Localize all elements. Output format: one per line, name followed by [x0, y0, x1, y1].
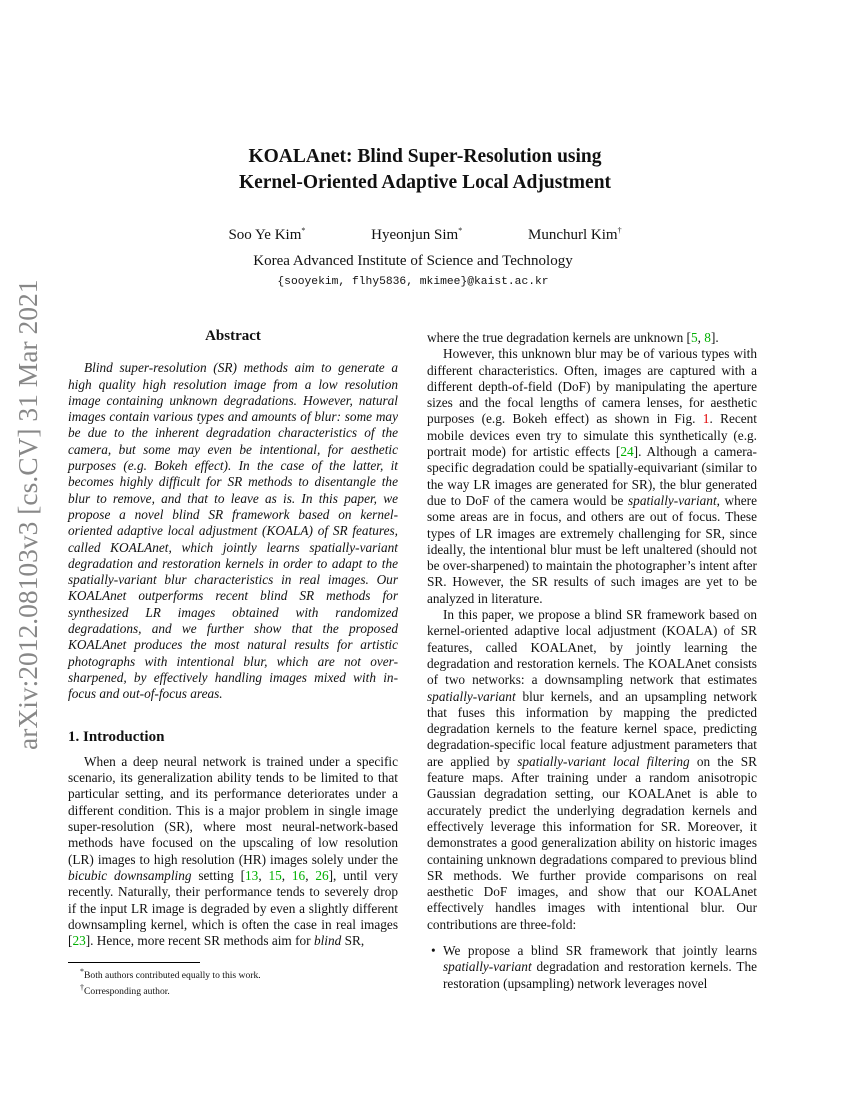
intro-paragraph — [427, 346, 757, 607]
citation-link[interactable]: 15 — [268, 867, 282, 883]
contributions-list — [427, 943, 757, 992]
author — [371, 226, 462, 244]
title-line-1: KOALAnet: Blind Super-Resolution using — [248, 146, 602, 167]
author-name: Hyeonjun Sim — [371, 227, 459, 243]
text-run: In this paper, we propose a blind SR framework based on kernel-oriented adaptive local adjustment (KOALA) of SR features, called KOALAnet, by jointly learning the degradation and restoration kernels. The KOALAnet consists of two networks: a downsampling network that estimates — [427, 607, 757, 688]
text-run: ]. Hence, more recent SR methods aim for — [85, 933, 314, 949]
footnote — [68, 966, 398, 982]
text-run: ]. — [710, 330, 719, 345]
footnote-text: Corresponding author. — [84, 986, 170, 998]
citation-link[interactable]: 5 — [690, 330, 698, 345]
text-run: When a deep neural network is trained under a specific scenario, its generalization ability tends to be limited to that particular setting, and its performance deteriorates under a different condition. This is a major problem in single image super-resolution (SR), where most neural-network-based methods have focused on the upscaling of low resolution (LR) images to high resolution (HR) images solely under the — [68, 753, 398, 867]
author-mark: † — [617, 226, 622, 235]
text-run: spatially-variant local filtering — [517, 753, 690, 769]
arxiv-sidebar-stamp: arXiv:2012.08103v3 [cs.CV] 31 Mar 2021 — [12, 279, 43, 750]
text-run: However, this unknown blur may be of various types with different characteristics. Often, images are captured with a different depth-of-field (DoF) by manipulating the aperture sizes and the focal lengths of camera lenses, for aesthetic purposes (e.g. Bokeh effect) as shown in Fig. — [427, 346, 757, 427]
footnotes — [68, 962, 398, 998]
author-list — [0, 226, 850, 244]
text-run: ], until very recently. Naturally, their performance tends to severely drop if the input LR image is degraded by even a slightly different downsampling kernel, which is often the case in real images [ — [68, 867, 398, 949]
author — [528, 226, 622, 244]
text-run: spatially-variant — [443, 959, 532, 975]
text-run: blind — [313, 933, 342, 949]
intro-paragraph-continued — [427, 330, 757, 346]
author-mark: * — [458, 226, 463, 235]
contribution-item — [443, 943, 757, 992]
abstract-section — [68, 328, 398, 703]
author-name: Soo Ye Kim — [228, 227, 302, 243]
text-run: ]. Although a camera-specific degradation could be spatially-equivariant (similar to the way LR images are generated for SR), the blur generated due to DoF of the camera would be — [427, 444, 757, 508]
citation-link[interactable]: 13 — [245, 867, 259, 883]
author-emails: {sooyekim, flhy5836, mkimee}@kaist.ac.kr — [277, 276, 549, 288]
citation-link[interactable]: 16 — [291, 867, 306, 883]
text-run: where the true degradation kernels are unknown [ — [427, 330, 691, 345]
footnote-rule — [68, 962, 200, 963]
footnote — [68, 982, 398, 998]
intro-heading: 1. Introduction — [68, 728, 165, 745]
text-run: SR, — [341, 933, 365, 949]
text-run: degradation and restoration kernels. The restoration (upsampling) network leverages novel — [443, 959, 757, 991]
text-run: on the SR feature maps. After training under a random anisotropic Gaussian degradation setting, our KOALAnet is able to accurately predict the underlying degradation kernels and effectively leverage this information for SR. Moreover, it demonstrates a good generalization ability on historic images containing unknown degradations compared to previous blind SR methods. We further provide comparisons on real aesthetic DoF images, and show that our KOALAnet effectively handles images with intentional blur. Our contributions are three-fold: — [427, 753, 758, 932]
text-run: blur kernels, and an upsampling network that fuses this information by mapping the predicted degradation kernels to the feature kernel space, predicting degradation-specific local feature adjustment parameters that are applied by — [427, 688, 757, 769]
abstract-heading: Abstract — [205, 328, 261, 344]
right-column — [427, 330, 757, 992]
text-run: , — [281, 867, 292, 883]
footnote-mark: † — [80, 983, 84, 993]
citation-link[interactable]: 23 — [72, 933, 86, 949]
affiliation: Korea Advanced Institute of Science and Technology — [253, 253, 573, 269]
left-column — [68, 328, 398, 949]
text-run: , — [697, 330, 705, 345]
footnote-text: Both authors contributed equally to this work. — [84, 970, 261, 982]
text-run: setting [ — [191, 867, 246, 883]
intro-paragraph — [427, 607, 757, 933]
text-run: spatially-variant — [628, 492, 717, 508]
author-mark: * — [301, 226, 306, 235]
figure-ref-link[interactable]: 1 — [702, 411, 710, 427]
title-line-2: Kernel-Oriented Adaptive Local Adjustment — [238, 172, 612, 193]
text-run: , — [305, 867, 316, 883]
paper-title — [0, 144, 850, 196]
intro-paragraph — [68, 754, 398, 950]
text-run: , — [258, 867, 269, 883]
citation-link[interactable]: 8 — [704, 330, 711, 345]
author-name: Munchurl Kim — [527, 227, 618, 243]
citation-link[interactable]: 26 — [315, 867, 329, 883]
text-run: bicubic downsampling — [68, 867, 192, 883]
footnote-mark: * — [80, 967, 84, 976]
citation-link[interactable]: 24 — [620, 444, 634, 460]
text-run: We propose a blind SR framework that jointly learns — [443, 942, 757, 958]
text-run: . Recent mobile devices even try to simulate this synthetically (e.g. portrait mode) for artistic effects [ — [427, 411, 757, 460]
author — [228, 226, 305, 244]
text-run: spatially-variant — [427, 688, 516, 704]
text-run: , where some areas are in focus, and others are out of focus. These types of LR images are extremely challenging for SR, since ideally, the intentional blur must be left unaltered (should not be over-sharpened) to maintain the photographer’s intent after SR. However, the SR results of such images are yet to be analyzed in literature. — [427, 492, 757, 606]
abstract-text: Blind super-resolution (SR) methods aim to generate a high quality high resolution image from a low resolution image containing unknown degradations. However, natural images contain various types and amounts of blur: some may be due to the inherent degradation characteristics of the camera, but some may even be intentional, for aesthetic purposes (e.g. Bokeh effect). In the case of the latter, it becomes highly difficult for SR methods to disentangle the blur to remove, and that to leave as is. In this paper, we propose a novel blind SR framework based on kernel-oriented adaptive local adjustment (KOALA) of SR features, called KOALAnet, which jointly learns spatially-variant degradation and restoration kernels in order to adapt to the spatially-variant blur characteristics in real images. Our KOALAnet outperforms recent blind SR methods for synthesized LR images obtained with randomized degradations, and we further show that the proposed KOALAnet produces the most natural results for artistic photographs with intentional blur, which are not over-sharpened, by effectively handling images mixed with in-focus and out-of-focus areas. — [68, 360, 398, 702]
